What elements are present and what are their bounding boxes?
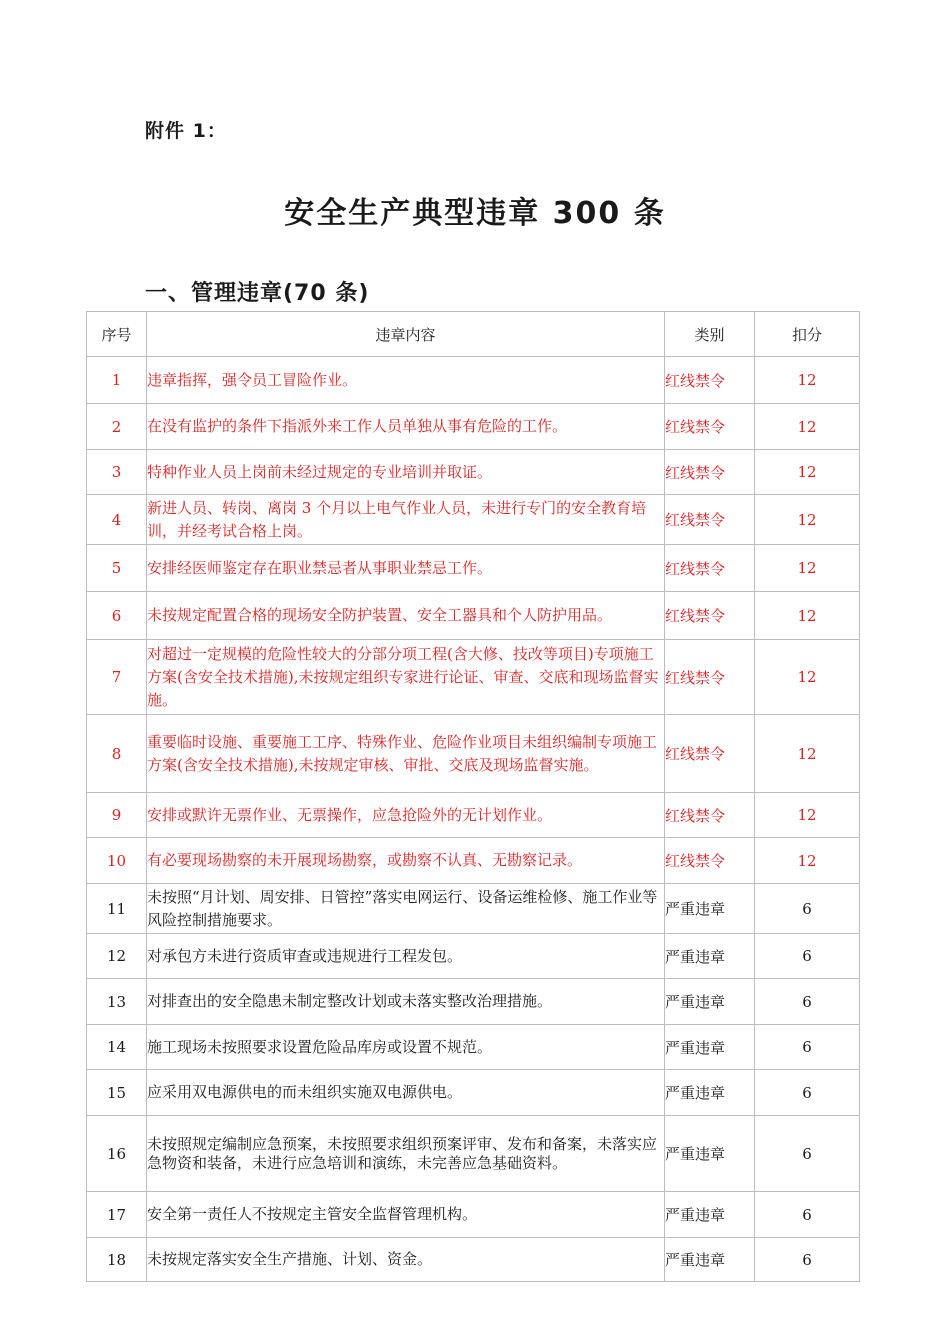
- row-category: 严重违章: [665, 1070, 755, 1116]
- row-content: 未按照“月计划、周安排、日管控”落实电网运行、设备运维检修、施工作业等风险控制措施要求。: [147, 884, 665, 934]
- row-no: 13: [87, 979, 147, 1025]
- row-score: 12: [755, 715, 860, 793]
- table-row: [87, 357, 860, 404]
- table-row: [87, 934, 860, 979]
- row-no: 15: [87, 1070, 147, 1116]
- row-score: 6: [755, 1116, 860, 1192]
- row-content: 未按规定落实安全生产措施、计划、资金。: [147, 1238, 665, 1282]
- header-no: 序号: [87, 312, 147, 357]
- row-category: 严重违章: [665, 979, 755, 1025]
- table-row: [87, 1238, 860, 1282]
- row-no: 3: [87, 450, 147, 495]
- attachment-label: 附件 1：: [145, 120, 227, 142]
- row-content: 安全第一责任人不按规定主管安全监督管理机构。: [147, 1192, 665, 1238]
- row-content: 新进人员、转岗、离岗 3 个月以上电气作业人员，未进行专门的安全教育培训，并经考试合格上岗。: [147, 495, 665, 545]
- row-category: 严重违章: [665, 1025, 755, 1070]
- row-content: 对排查出的安全隐患未制定整改计划或未落实整改治理措施。: [147, 979, 665, 1025]
- row-no: 14: [87, 1025, 147, 1070]
- row-no: 16: [87, 1116, 147, 1192]
- row-no: 18: [87, 1238, 147, 1282]
- row-content: 施工现场未按照要求设置危险品库房或设置不规范。: [147, 1025, 665, 1070]
- table-row: [87, 1070, 860, 1116]
- table-row: [87, 1025, 860, 1070]
- row-no: 10: [87, 838, 147, 884]
- row-score: 6: [755, 1238, 860, 1282]
- row-no: 8: [87, 715, 147, 793]
- row-category: 严重违章: [665, 1116, 755, 1192]
- row-score: 12: [755, 592, 860, 640]
- row-category: 红线禁令: [665, 545, 755, 592]
- document-title: 安全生产典型违章 300 条: [284, 196, 666, 231]
- table-row: [87, 884, 860, 934]
- row-score: 6: [755, 934, 860, 979]
- row-no: 11: [87, 884, 147, 934]
- header-content: 违章内容: [147, 312, 665, 357]
- row-score: 6: [755, 1192, 860, 1238]
- header-score: 扣分: [755, 312, 860, 357]
- row-score: 12: [755, 357, 860, 404]
- section-title: 一、管理违章(70 条): [145, 281, 370, 306]
- table-row: [87, 793, 860, 838]
- row-score: 12: [755, 450, 860, 495]
- row-category: 红线禁令: [665, 404, 755, 450]
- row-category: 红线禁令: [665, 495, 755, 545]
- row-content: 有必要现场勘察的未开展现场勘察，或勘察不认真、无勘察记录。: [147, 838, 665, 884]
- row-score: 6: [755, 979, 860, 1025]
- row-category: 严重违章: [665, 884, 755, 934]
- row-content: 安排经医师鉴定存在职业禁忌者从事职业禁忌工作。: [147, 545, 665, 592]
- row-score: 6: [755, 1025, 860, 1070]
- row-score: 12: [755, 640, 860, 715]
- row-no: 6: [87, 592, 147, 640]
- row-score: 12: [755, 545, 860, 592]
- row-content: 特种作业人员上岗前未经过规定的专业培训并取证。: [147, 450, 665, 495]
- row-score: 12: [755, 838, 860, 884]
- row-score: 6: [755, 884, 860, 934]
- row-content: 对超过一定规模的危险性较大的分部分项工程(含大修、技改等项目)专项施工方案(含安全技术措施),未按规定组织专家进行论证、审查、交底和现场监督实施。: [147, 640, 665, 715]
- row-category: 红线禁令: [665, 640, 755, 715]
- table-row: [87, 404, 860, 450]
- header-category: 类别: [665, 312, 755, 357]
- row-content: 未按规定配置合格的现场安全防护装置、安全工器具和个人防护用品。: [147, 592, 665, 640]
- row-category: 红线禁令: [665, 592, 755, 640]
- row-no: 1: [87, 357, 147, 404]
- table-row: [87, 495, 860, 545]
- row-content: 重要临时设施、重要施工工序、特殊作业、危险作业项目未组织编制专项施工方案(含安全技术措施),未按规定审核、审批、交底及现场监督实施。: [147, 715, 665, 793]
- table-row: [87, 545, 860, 592]
- row-no: 5: [87, 545, 147, 592]
- row-category: 红线禁令: [665, 450, 755, 495]
- row-content: 违章指挥，强令员工冒险作业。: [147, 357, 665, 404]
- row-category: 红线禁令: [665, 838, 755, 884]
- row-score: 6: [755, 1070, 860, 1116]
- table-row: [87, 715, 860, 793]
- row-category: 严重违章: [665, 1192, 755, 1238]
- row-content: 未按照规定编制应急预案，未按照要求组织预案评审、发布和备案，未落实应急物资和装备，未进行应急培训和演练，未完善应急基础资料。: [147, 1116, 665, 1192]
- table-row: [87, 450, 860, 495]
- row-no: 17: [87, 1192, 147, 1238]
- table-row: [87, 1192, 860, 1238]
- table-row: [87, 979, 860, 1025]
- table-row: [87, 1116, 860, 1192]
- row-no: 7: [87, 640, 147, 715]
- row-content: 应采用双电源供电的而未组织实施双电源供电。: [147, 1070, 665, 1116]
- row-category: 红线禁令: [665, 715, 755, 793]
- row-score: 12: [755, 793, 860, 838]
- row-no: 9: [87, 793, 147, 838]
- row-content: 安排或默许无票作业、无票操作，应急抢险外的无计划作业。: [147, 793, 665, 838]
- row-category: 严重违章: [665, 1238, 755, 1282]
- table-header-row: [87, 312, 860, 357]
- row-content: 在没有监护的条件下指派外来工作人员单独从事有危险的工作。: [147, 404, 665, 450]
- row-score: 12: [755, 404, 860, 450]
- row-no: 2: [87, 404, 147, 450]
- row-category: 红线禁令: [665, 793, 755, 838]
- row-no: 4: [87, 495, 147, 545]
- row-content: 对承包方未进行资质审查或违规进行工程发包。: [147, 934, 665, 979]
- row-score: 12: [755, 495, 860, 545]
- row-category: 严重违章: [665, 934, 755, 979]
- table-row: [87, 592, 860, 640]
- table-row: [87, 640, 860, 715]
- row-category: 红线禁令: [665, 357, 755, 404]
- row-no: 12: [87, 934, 147, 979]
- violations-table: [86, 311, 860, 1282]
- table-row: [87, 838, 860, 884]
